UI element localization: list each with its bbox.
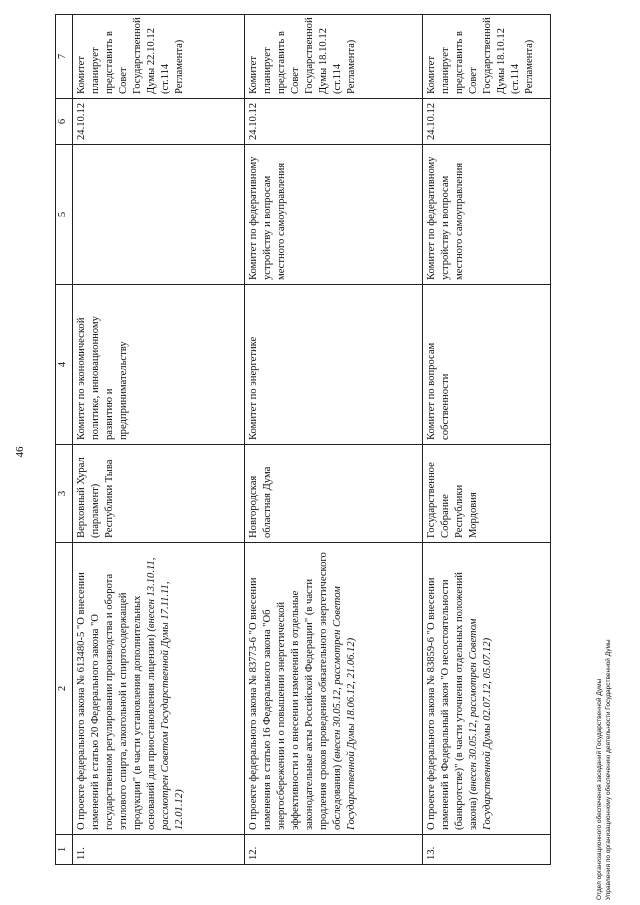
co-committee-cell: Комитет по федеративному устройству и вопросам местного самоуправления (245, 145, 423, 285)
bill-note: (внесен 30.05.12, рассмотрен Советом Государственной Думы 02.07.12, 05.07.12) (467, 618, 493, 830)
table-row (73, 15, 245, 865)
plan-cell: Комитет планирует представить в Совет Государственной Думы 18.10.12 (ст.114 Регламента) (423, 15, 551, 99)
initiator-cell: Верховный Хурал (парламент) Республики Тыва (73, 445, 245, 543)
footer (596, 20, 614, 900)
date-cell: 24.10.12 (423, 99, 551, 145)
agenda-table (55, 14, 551, 865)
column-number: 7 (56, 15, 73, 99)
date-cell: 24.10.12 (245, 99, 423, 145)
bill-note: (внесен 13.10.11, рассмотрен Советом Государственной Думы 17.11.11, 12.01.12) (145, 557, 185, 830)
bill-description: "О внесении изменений в статью 20 Федерального закона "О государственном регулировании производства и оборота этилового спирта, алкогольной и спиртосодержащей продукции" (в части установления дополнительных оснований для приостановления лицензии) (76, 572, 157, 830)
column-number: 6 (56, 99, 73, 145)
bill-title: О проекте федерального закона № 613480-5 (76, 631, 87, 830)
footer-line: Управления по организационному обеспечению деятельности Государственной Думы (604, 639, 612, 900)
column-number: 1 (56, 835, 73, 865)
bill-description-cell (245, 543, 423, 835)
bill-description-cell (73, 543, 245, 835)
column-number: 4 (56, 285, 73, 445)
co-committee-cell (73, 145, 245, 285)
committee-cell: Комитет по вопросам собственности (423, 285, 551, 445)
row-number: 11. (73, 835, 245, 865)
page-number: 46 (14, 446, 26, 458)
column-number: 2 (56, 543, 73, 835)
row-number: 13. (423, 835, 551, 865)
row-number: 12. (245, 835, 423, 865)
table-row (423, 15, 551, 865)
agenda-table-container (55, 15, 585, 865)
table-row (245, 15, 423, 865)
plan-cell: Комитет планирует представить в Совет Государственной Думы 18.10.12 (ст.114 Регламента) (245, 15, 423, 99)
bill-note: (внесен 30.05.12, рассмотрен Советом Государственной Думы 18.06.12, 21.06.12) (331, 586, 357, 830)
bill-title: О проекте федерального закона № 83773-6 (248, 637, 259, 830)
date-cell: 24.10.12 (73, 99, 245, 145)
column-number-row (56, 15, 73, 865)
column-number: 5 (56, 145, 73, 285)
committee-cell: Комитет по экономической политике, инновационному развитию и предпринимательству (73, 285, 245, 445)
co-committee-cell: Комитет по федеративному устройству и вопросам местного самоуправления (423, 145, 551, 285)
committee-cell: Комитет по энергетике (245, 285, 423, 445)
plan-cell: Комитет планирует представить в Совет Государственной Думы 22.10.12 (ст.114 Регламента) (73, 15, 245, 99)
initiator-cell: Новгородская областная Дума (245, 445, 423, 543)
footer-line: Отдел организационного обеспечения заседаний Государственной Думы (596, 678, 603, 900)
bill-description-cell (423, 543, 551, 835)
bill-description: "О внесении изменений в Федеральный закон "О несостоятельности (банкротстве)" (в части уточнения отдельных положений закона) (426, 572, 479, 830)
bill-description: "О внесении изменения в статью 16 Федерального закона "Об энергосбережении и о повышении энергетической эффективности и о внесении изменений в отдельные законодательные акты Российской Федерации" (в части продления сроков проведения обязательного энергетического обследования) (248, 552, 343, 830)
initiator-cell: Государственное Собрание Республики Мордовия (423, 445, 551, 543)
column-number: 3 (56, 445, 73, 543)
bill-title: О проекте федерального закона № 83859-6 (426, 637, 437, 830)
